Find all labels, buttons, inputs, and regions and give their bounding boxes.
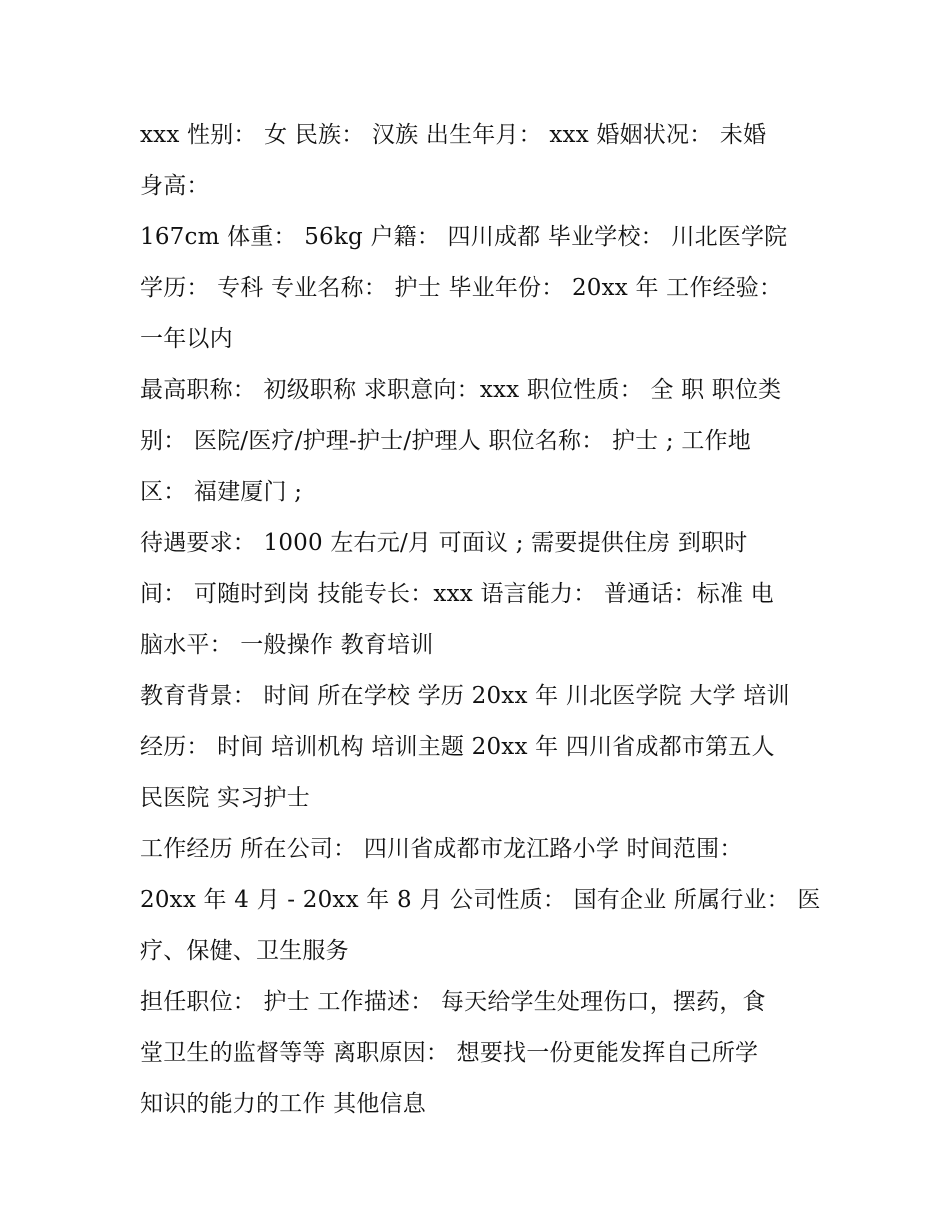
text-line-7: 别： 医院/医疗/护理-护士/护理人 职位名称： 护士 ; 工作地 [140,428,751,454]
text-line-3: 167cm 体重： 56kg 户籍： 四川成都 毕业学校： 川北医学院 [140,224,788,250]
text-line-19: 堂卫生的监督等等 离职原因： 想要找一份更能发挥自己所学 [140,1040,759,1066]
resume-text-body [140,110,830,1130]
text-line-1: xxx 性别： 女 民族： 汉族 出生年月： xxx 婚姻状况： 未婚 [140,122,767,148]
text-line-20: 知识的能力的工作 其他信息 [140,1091,426,1117]
text-line-11: 脑水平： 一般操作 教育培训 [140,632,434,658]
text-line-15: 工作经历 所在公司： 四川省成都市龙江路小学 时间范围： [140,836,743,862]
text-line-13: 经历： 时间 培训机构 培训主题 20xx 年 四川省成都市第五人 [140,734,775,760]
text-line-9: 待遇要求： 1000 左右元/月 可面议 ; 需要提供住房 到职时 [140,530,748,556]
text-line-5: 一年以内 [140,326,233,352]
text-line-6: 最高职称： 初级职称 求职意向：xxx 职位性质： 全 职 职位类 [140,377,782,403]
text-line-16: 20xx 年 4 月 - 20xx 年 8 月 公司性质： 国有企业 所属行业： 医 [140,887,821,913]
text-line-2: 身高： [140,173,210,199]
text-line-4: 学历： 专科 专业名称： 护士 毕业年份： 20xx 年 工作经验： [140,275,783,301]
text-line-18: 担任职位： 护士 工作描述： 每天给学生处理伤口，摆药，食 [140,989,766,1015]
text-line-8: 区： 福建厦门 ; [140,479,303,505]
text-line-17: 疗、保健、卫生服务 [140,938,349,964]
text-line-14: 民医院 实习护士 [140,785,310,811]
text-line-12: 教育背景： 时间 所在学校 学历 20xx 年 川北医学院 大学 培训 [140,683,790,709]
text-line-10: 间： 可随时到岗 技能专长：xxx 语言能力： 普通话：标准 电 [140,581,774,607]
